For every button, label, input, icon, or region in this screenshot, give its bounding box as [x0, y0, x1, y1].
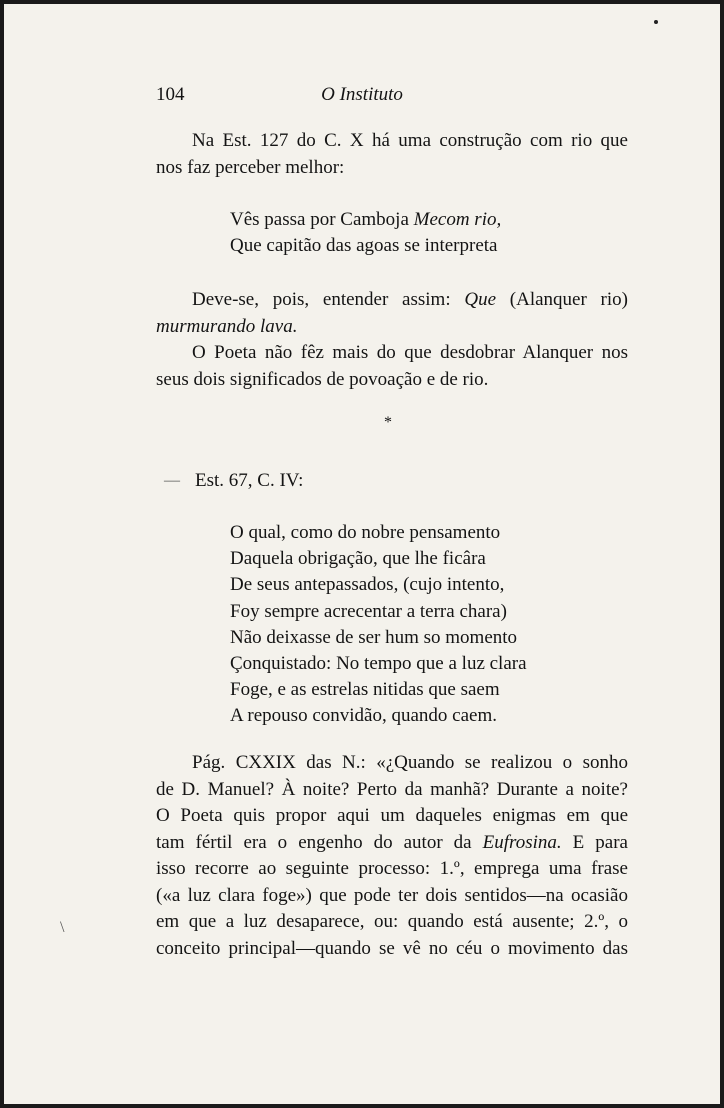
running-title: O Instituto: [321, 84, 403, 105]
margin-mark: \: [60, 919, 65, 936]
verse-2-line: A repouso convidão, quando caem.: [230, 705, 497, 727]
paragraph-4: [156, 750, 628, 962]
verse-2-line: Foy sempre acrecentar a terra chara): [230, 600, 507, 622]
verse-2-line: Daquela obrigação, que lhe ficâra: [230, 548, 486, 570]
paragraph-4-line: («a luz clara foge») que pode ter dois sentidos—na ocasião: [156, 884, 628, 906]
page-number: 104: [156, 84, 185, 105]
margin-dash: —: [164, 472, 180, 489]
verse-2-line: Foge, e as estrelas nitidas que saem: [230, 679, 500, 701]
paragraph-1-line-2: nos faz perceber melhor:: [156, 156, 345, 178]
paragraph-4-line: isso recorre ao seguinte processo: 1.º, emprega uma frase: [156, 858, 628, 879]
paragraph-3-line-1: O Poeta não fêz mais do que desdobrar Alanquer nos: [192, 342, 628, 363]
paragraph-3-line-2: seus dois significados de povoação e de rio.: [156, 368, 489, 390]
paragraph-1-line-1: Na Est. 127 do C. X há uma construção com rio que: [192, 130, 628, 151]
paragraph-4-line: O Poeta quis propor aqui um daqueles enigmas em que: [156, 805, 628, 826]
ink-speck: [654, 20, 658, 24]
paragraph-2: [156, 287, 628, 340]
verse-1-line-2: Que capitão das agoas se interpreta: [230, 235, 498, 257]
book-page: [4, 4, 720, 1104]
paragraph-2-line-1: Deve-se, pois, entender assim: Que (Alanquer rio): [192, 289, 628, 310]
paragraph-4-line: tam fértil era o engenho do autor da Eufrosina. E para: [156, 831, 628, 853]
verse-quote-2: [230, 520, 527, 730]
verse-1-line-1: Vês passa por Camboja Mecom rio,: [230, 209, 502, 230]
verse-2-line: O qual, como do nobre pensamento: [230, 522, 501, 543]
paragraph-4-line: conceito principal—quando se vê no céu o movimento das: [156, 937, 628, 959]
verse-2-line: De seus antepassados, (cujo intento,: [230, 574, 505, 596]
verse-2-line: Çonquistado: No tempo que a luz clara: [230, 653, 527, 675]
verse-2-line: Não deixasse de ser hum so momento: [230, 626, 518, 648]
verse-quote-1: [230, 207, 501, 259]
paragraph-1: [156, 128, 628, 181]
paragraph-2-line-2: murmurando lava.: [156, 315, 298, 337]
paragraph-4-line: de D. Manuel? À noite? Perto da manhã? Durante a noite?: [156, 778, 628, 800]
section-heading: Est. 67, C. IV:: [195, 470, 304, 491]
paragraph-3: [156, 340, 628, 393]
section-separator-star: *: [384, 414, 392, 431]
paragraph-4-line: em que a luz desaparece, ou: quando está ausente; 2.º, o: [156, 911, 628, 932]
paragraph-4-line: Pág. CXXIX das N.: «¿Quando se realizou o sonho: [192, 752, 628, 773]
